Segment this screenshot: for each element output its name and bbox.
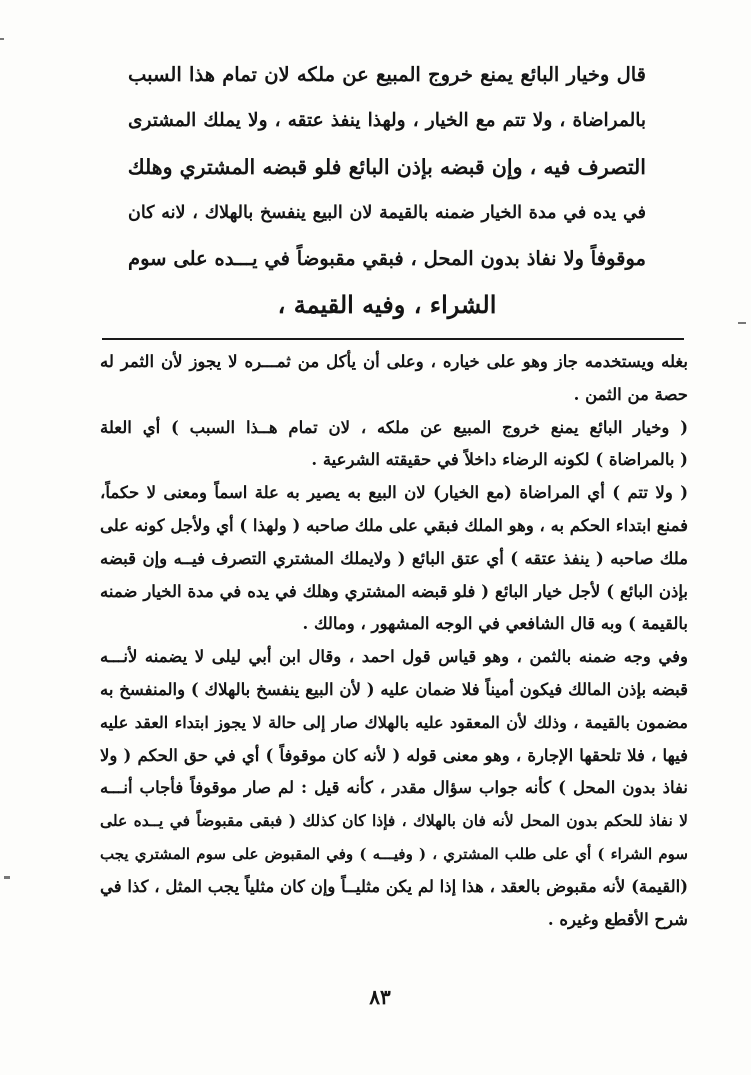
sharh-line: سوم الشراء ) أي على طلب المشتري ، ( وفيـــه ) وفي المقبوض على سوم المشتري يجب — [100, 844, 688, 863]
sharh-line: فمنع ابتداء الحكم به ، وهو الملك فبقي على ملك صاحبه ( ولهذا ) أي ولأجل كونه على — [99, 515, 688, 535]
sharh-line: بإذن البائع ) لأجل خيار البائع ( فلو قبضه المشتري وهلك في يده في مدة الخيار ضمنه — [100, 581, 688, 601]
sharh-line: نفاذ بدون المحل ) كأنه جواب سؤال مقدر ، كأنه قيل : لم صار موقوفاً فأجاب أنـــه — [100, 778, 688, 798]
sharh-line: وفي وجه ضمنه بالثمن ، وهو قياس قول احمد ، وقال ابن أبي ليلى لا يضمنه لأنـــه — [100, 647, 688, 667]
sharh-line: مضمون بالقيمة ، وذلك لأن المعقود عليه بالهلاك صار إلى حالة لا يجوز ابتداء العقد عليه — [100, 712, 688, 732]
scan-edge-mark-top — [0, 38, 4, 40]
matn-line: بالمراضاة ، ولا تتم مع الخيار ، ولهذا ينفذ عتقه ، ولا يملك المشترى — [128, 110, 646, 131]
sharh-line: فيها ، فلا تلحقها الإجارة ، وهو معنى قوله ( لأنه كان موقوفاً ) أي في حق الحكم ( ولا — [100, 745, 688, 765]
sharh-commentary-block — [100, 346, 688, 936]
sharh-line: بالقيمة ) وبه قال الشافعي في الوجه المشهور ، ومالك . — [302, 614, 688, 634]
matn-line: قال وخيار البائع يمنع خروج المبيع عن ملكه لان تمام هذا السبب — [128, 63, 646, 86]
sharh-line: بغله ويستخدمه جاز وهو على خياره ، وعلى أن يأكل من ثمـــره لا يجوز لأن الثمر له — [100, 352, 688, 371]
page-number: ٨٣ — [369, 985, 391, 1009]
sharh-line: ( ولا تتم ) أي المراضاة (مع الخيار) لان البيع به يصير به علة اسماً ومعنى لا حكماً، — [100, 483, 688, 503]
sharh-line: حصة من الثمن . — [573, 384, 688, 404]
sharh-line: ( بالمراضاة ) لكونه الرضاء داخلاً في حقيقته الشرعية . — [311, 450, 688, 470]
sharh-line: لا نفاذ للحكم بدون المحل لأنه فان بالهلاك ، فإذا كان كذلك ( فبقى مقبوضاً في يــده على — [100, 811, 688, 831]
separator-rule — [102, 338, 684, 340]
matn-line: التصرف فيه ، وإن قبضه بإذن البائع فلو قبضه المشتري وهلك — [127, 155, 646, 179]
sharh-line: ملك صاحبه ( ينفذ عتقه ) أي عتق البائع ( ولايملك المشتري التصرف فيــه وإن قبضه — [100, 548, 688, 568]
sharh-line: ( وخيار البائع يمنع خروج المبيع عن ملكه ، لان تمام هــذا السبب ) أي العلة — [100, 417, 688, 437]
matn-line: الشراء ، وفيه القيمة ، — [277, 290, 497, 319]
sharh-line: قبضه بإذن المالك فيكون أميناً فلا ضمان عليه ( لأن البيع ينفسخ بالهلاك ) والمنفسخ به — [100, 679, 688, 699]
sharh-line: شرح الأقطع وغيره . — [547, 909, 688, 929]
matn-line: موقوفاً ولا نفاذ بدون المحل ، فبقي مقبوضاً في يـــده على سوم — [128, 247, 646, 270]
sharh-line: (القيمة) لأنه مقبوض بالعقد ، هذا إذا لم يكن مثليــاً وإن كان مثلياً يجب المثل ، كذا في — [100, 876, 688, 896]
matn-line: في يده في مدة الخيار ضمنه بالقيمة لان البيع ينفسخ بالهلاك ، لانه كان — [128, 203, 646, 223]
scan-edge-mark-left — [4, 876, 10, 879]
scan-edge-mark-right — [738, 322, 746, 324]
matn-text-block — [128, 52, 646, 328]
